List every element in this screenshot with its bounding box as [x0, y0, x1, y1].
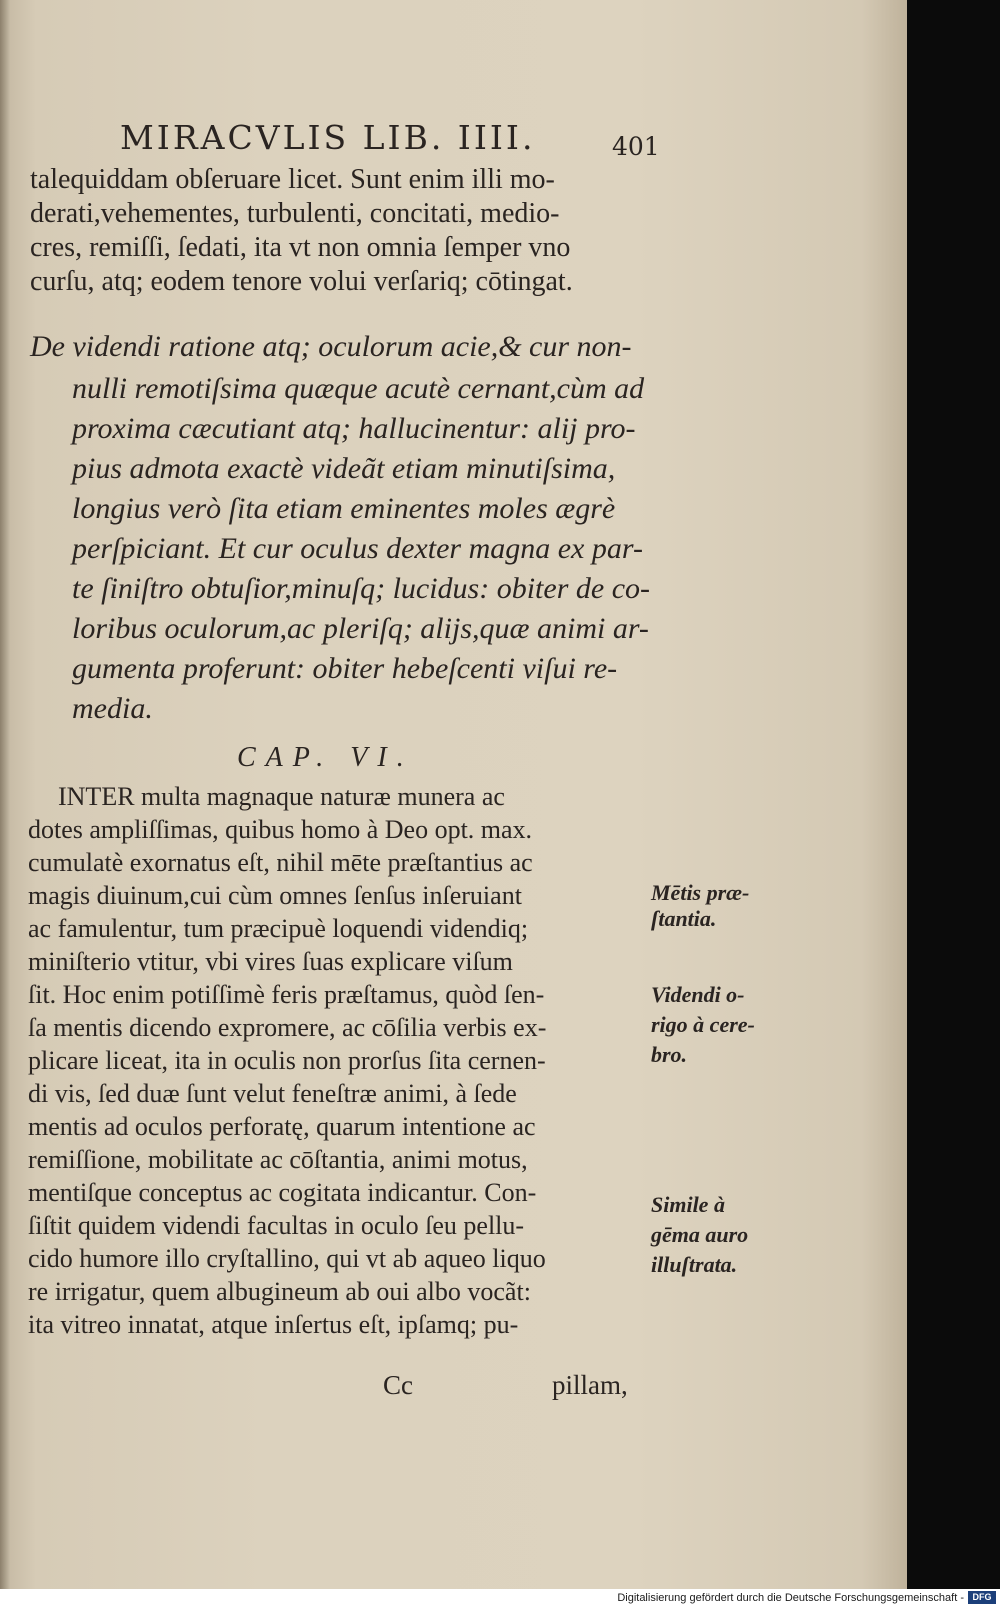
body-line: plicare liceat, ita in oculis non prorſus ſita cernen-: [28, 1046, 546, 1075]
margin-note-line: ſtantia.: [651, 906, 717, 931]
summary-line: nulli remotiſsima quæque acutè cernant,cùm ad: [72, 372, 645, 405]
text-line: derati,vehementes, turbulenti, concitati, medio-: [30, 198, 560, 229]
text-line: cres, remiſſi, ſedati, ita vt non omnia ſemper vno: [30, 232, 571, 263]
summary-line: gumenta proferunt: obiter hebeſcenti viſui re-: [72, 652, 618, 685]
summary-line: te ſiniſtro obtuſior,minuſq; lucidus: obiter de co-: [72, 572, 650, 605]
signature-mark: Cc: [383, 1370, 413, 1400]
chapter-heading: CAP. VI.: [237, 742, 414, 773]
summary-line: media.: [72, 692, 153, 725]
margin-note-line: illuſtrata.: [651, 1252, 738, 1277]
margin-note-line: Mētis præ-: [651, 880, 750, 905]
body-line: ita vitreo innatat, atque inſertus eſt, ipſamq; pu-: [28, 1310, 519, 1339]
summary-line: loribus oculorum,ac pleriſq; alijs,quæ animi ar-: [72, 612, 649, 645]
margin-note-line: bro.: [651, 1042, 688, 1067]
body-line: ſit. Hoc enim potiſſimè feris præſtamus, quòd ſen-: [28, 980, 545, 1009]
body-line: INTER multa magnaque naturæ munera ac: [58, 782, 505, 811]
margin-note-line: Videndi o-: [651, 982, 745, 1007]
body-line: ſiſtit quidem videndi facultas in oculo ſeu pellu-: [28, 1211, 525, 1240]
body-line: dotes ampliſſimas, quibus homo à Deo opt. max.: [28, 815, 533, 844]
body-line: magis diuinum,cui cùm omnes ſenſus inſeruiant: [28, 881, 522, 910]
page-number: 401: [612, 132, 660, 161]
footer-bar: [0, 1589, 1000, 1607]
summary-line: De videndi ratione atq; oculorum acie,& cur non-: [30, 330, 632, 363]
summary-line: longius verò ſita etiam eminentes moles ægrè: [72, 492, 616, 525]
body-line: mentiſque conceptus ac cogitata indicantur. Con-: [28, 1178, 537, 1207]
summary-line: pius admota exactè videãt etiam minutiſsima,: [72, 452, 616, 485]
text-line: talequiddam obſeruare licet. Sunt enim illi mo-: [30, 164, 555, 195]
body-line: ſa mentis dicendo expromere, ac cōſilia verbis ex-: [28, 1013, 547, 1042]
body-line: di vis, ſed duæ ſunt velut feneſtræ animi, à ſede: [28, 1079, 517, 1108]
margin-note-line: Simile à: [651, 1192, 725, 1217]
text-line: curſu, atq; eodem tenore volui verſariq; cōtingat.: [30, 266, 573, 297]
body-line: cumulatè exornatus eſt, nihil mēte præſtantius ac: [28, 848, 533, 877]
catchword: pillam,: [552, 1370, 628, 1400]
running-head: MIRACVLIS LIB. IIII.: [120, 118, 536, 157]
summary-line: perſpiciant. Et cur oculus dexter magna ex par-: [72, 532, 643, 565]
dfg-logo: DFG: [968, 1591, 996, 1604]
funding-credit: Digitalisierung gefördert durch die Deutsche Forschungsgemeinschaft -: [617, 1592, 964, 1604]
body-line: cido humore illo cryſtallino, qui vt ab aqueo liquo: [28, 1244, 546, 1273]
summary-line: proxima cæcutiant atq; hallucinentur: alij pro-: [72, 412, 636, 445]
body-line: miniſterio vtitur, vbi vires ſuas explicare viſum: [28, 947, 513, 976]
body-line: ac famulentur, tum præcipuè loquendi videndiq;: [28, 914, 529, 943]
body-line: re irrigatur, quem albugineum ab oui albo vocãt:: [28, 1277, 531, 1306]
body-line: remiſſione, mobilitate ac cōſtantia, animi motus,: [28, 1145, 528, 1174]
margin-note-line: rigo à cere-: [651, 1012, 755, 1037]
margin-note-line: gēma auro: [651, 1222, 749, 1247]
page-gutter-edge: [0, 0, 10, 1589]
body-line: mentis ad oculos perforatę, quarum intentione ac: [28, 1112, 536, 1141]
